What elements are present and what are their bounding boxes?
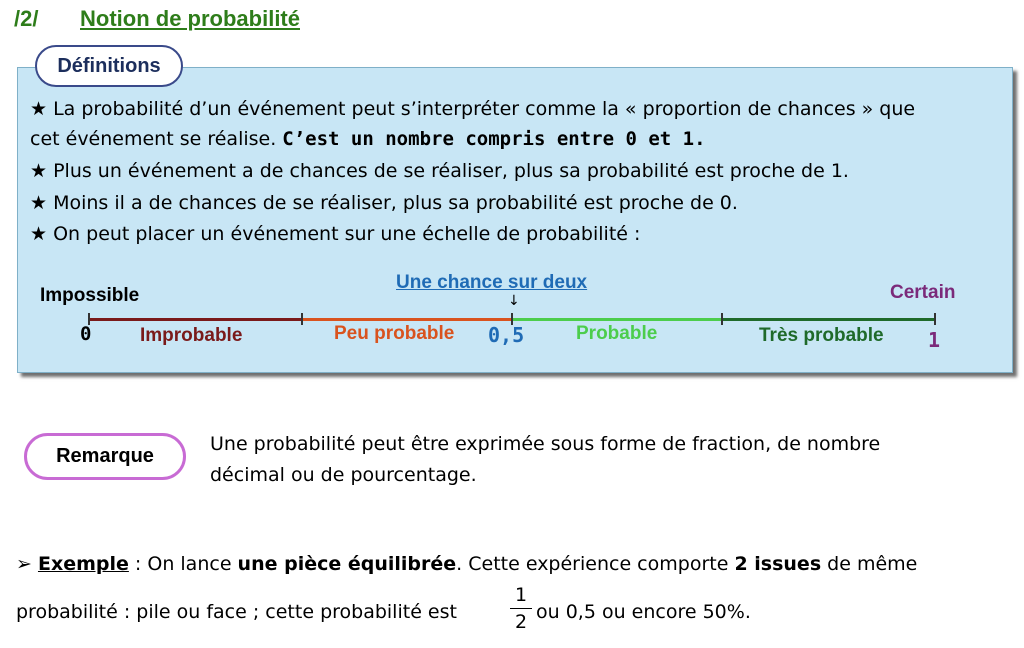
star-icon: ★ xyxy=(30,160,48,182)
section-title: Notion de probabilité xyxy=(80,6,300,31)
scale-label-probable: Probable xyxy=(576,323,658,344)
example-text-1: : On lance xyxy=(128,553,238,575)
definition-line-2 xyxy=(30,128,706,150)
example-label: Exemple xyxy=(37,553,129,575)
scale-segment-tres-probable xyxy=(722,318,935,321)
example-text-3: de même xyxy=(821,553,918,575)
example-line-2a: probabilité : pile ou face ; cette probabilité est xyxy=(16,601,457,623)
star-icon: ★ xyxy=(30,98,48,120)
scale-label-improbable: Improbable xyxy=(140,325,243,346)
scale-tick-quarter xyxy=(301,313,303,325)
example-line-1 xyxy=(16,553,917,575)
scale-impossible-label: Impossible xyxy=(40,285,140,306)
example-line-2b: ou 0,5 ou encore 50%. xyxy=(536,601,751,623)
example-text-2: . Cette expérience comporte xyxy=(456,553,735,575)
definition-line-1 xyxy=(30,98,915,120)
definition-line-4 xyxy=(30,192,738,214)
scale-label-tres-probable: Très probable xyxy=(759,325,884,346)
definition-text-2: cet événement se réalise. xyxy=(30,128,283,150)
definition-line-5 xyxy=(30,223,640,245)
definition-text-2-bold: C’est un nombre compris entre 0 et 1. xyxy=(282,128,706,150)
definitions-label: Définitions xyxy=(35,45,183,87)
down-arrow-icon: ↓ xyxy=(508,293,520,309)
fraction-one-half xyxy=(510,584,532,633)
definition-text-3: Plus un événement a de chances de se réaliser, plus sa probabilité est proche de 1. xyxy=(53,160,849,182)
definition-text-5: On peut placer un événement sur une échelle de probabilité : xyxy=(53,223,641,245)
arrow-bullet-icon: ➢ xyxy=(16,553,32,575)
scale-one: 1 xyxy=(928,328,941,352)
scale-tick-1 xyxy=(934,313,936,325)
fraction-numerator: 1 xyxy=(514,584,528,606)
star-icon: ★ xyxy=(30,192,48,214)
section-number: /2/ xyxy=(14,6,39,31)
definition-text-1: La probabilité d’un événement peut s’interpréter comme la « proportion de chances » que xyxy=(53,98,916,120)
example-text-2-bold: 2 issues xyxy=(734,553,822,575)
scale-tick-three-quarter xyxy=(721,313,723,325)
definition-text-4: Moins il a de chances de se réaliser, plus sa probabilité est proche de 0. xyxy=(53,192,738,214)
star-icon: ★ xyxy=(30,223,48,245)
remarque-line-2: décimal ou de pourcentage. xyxy=(210,464,477,486)
scale-half-chance-label: Une chance sur deux xyxy=(396,272,588,293)
scale-segment-probable xyxy=(512,318,722,321)
scale-segment-improbable xyxy=(88,318,302,321)
fraction-denominator: 2 xyxy=(514,611,528,633)
scale-certain-label: Certain xyxy=(890,282,956,303)
scale-zero: 0 xyxy=(80,323,92,345)
scale-half: 0,5 xyxy=(488,323,525,347)
fraction-bar xyxy=(510,608,532,609)
scale-label-peu-probable: Peu probable xyxy=(334,323,455,344)
remarque-label: Remarque xyxy=(24,433,186,480)
definition-line-3 xyxy=(30,160,849,182)
example-text-1-bold: une pièce équilibrée xyxy=(237,553,457,575)
scale-segment-peu-probable xyxy=(302,318,512,321)
remarque-line-1: Une probabilité peut être exprimée sous forme de fraction, de nombre xyxy=(210,433,881,455)
